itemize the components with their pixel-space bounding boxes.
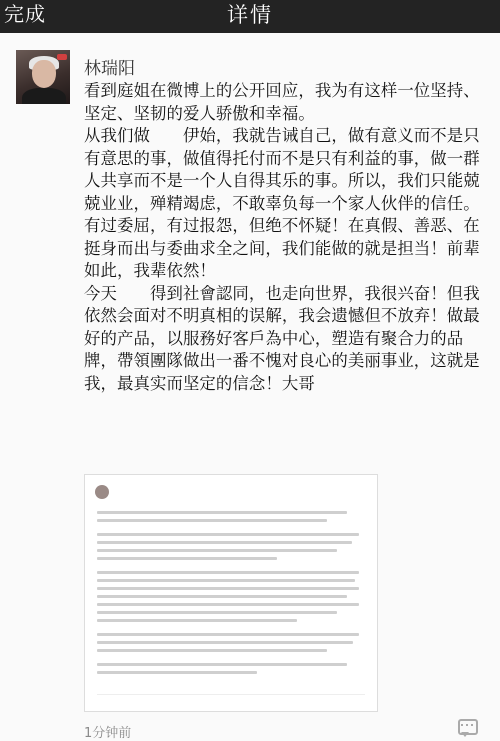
- post-paragraph: 今天 得到社會認同，也走向世界，我很兴奋！但我依然会面对不明真相的误解，我会遗憾但不放弃！做最好的产品，以服務好客戶為中心，塑造有聚合力的品牌，帶領團隊做出一番不愧对良心的美丽事业，这就是我，最真实而坚定的信念！大哥: [84, 283, 480, 393]
- embed-action-bar: [97, 694, 365, 701]
- embed-text-line: [97, 519, 327, 522]
- embed-text-line: [97, 641, 353, 644]
- comment-bubble-tail: [461, 732, 469, 737]
- avatar-face: [32, 60, 56, 88]
- embed-text-line: [97, 511, 347, 514]
- avatar-badge: [57, 54, 67, 60]
- comment-icon[interactable]: [457, 718, 479, 738]
- embed-text-line: [97, 649, 327, 652]
- avatar-body: [22, 88, 66, 104]
- embed-text-line: [97, 557, 277, 560]
- post-timestamp: 1分钟前: [84, 726, 132, 741]
- embed-text-line: [97, 549, 337, 552]
- embed-text-line: [97, 541, 352, 544]
- post-paragraph: 从我们做 伊始，我就告诫自己，做有意义而不是只有意思的事，做值得托付而不是只有利益的事，做一群人共享而不是一个人自得其乐的事。所以，我们只能兢兢业业，殚精竭虑，不敢辜负每一个家人伙伴的信任。有过委屈，有过报怨，但绝不怀疑！在真假、善恶、在挺身而出与委曲求全之间，我们能做的就是担当！前辈如此，我辈依然！: [84, 126, 480, 280]
- comment-dots: [461, 724, 473, 726]
- done-button[interactable]: 完成: [4, 2, 46, 26]
- embed-text-line: [97, 671, 257, 674]
- author-name[interactable]: 林瑞阳: [84, 59, 135, 79]
- navigation-bar: [0, 0, 500, 33]
- embed-text-line: [97, 611, 337, 614]
- page-title: 详情: [227, 3, 273, 27]
- post-paragraph: 看到庭姐在微博上的公开回应，我为有这样一位坚持、坚定、坚韧的爱人骄傲和幸福。: [84, 81, 480, 123]
- embed-text-line: [97, 579, 355, 582]
- embed-text-line: [97, 533, 359, 536]
- embed-text-line: [97, 619, 297, 622]
- embed-text-line: [97, 603, 359, 606]
- embedded-screenshot-image[interactable]: [84, 474, 378, 712]
- embed-text-line: [97, 587, 359, 590]
- embed-avatar: [95, 485, 109, 499]
- post-body: [84, 80, 488, 395]
- embed-text-line: [97, 595, 347, 598]
- avatar[interactable]: [16, 50, 70, 104]
- embed-text-line: [97, 663, 347, 666]
- embed-text-line: [97, 633, 359, 636]
- embed-text-line: [97, 571, 359, 574]
